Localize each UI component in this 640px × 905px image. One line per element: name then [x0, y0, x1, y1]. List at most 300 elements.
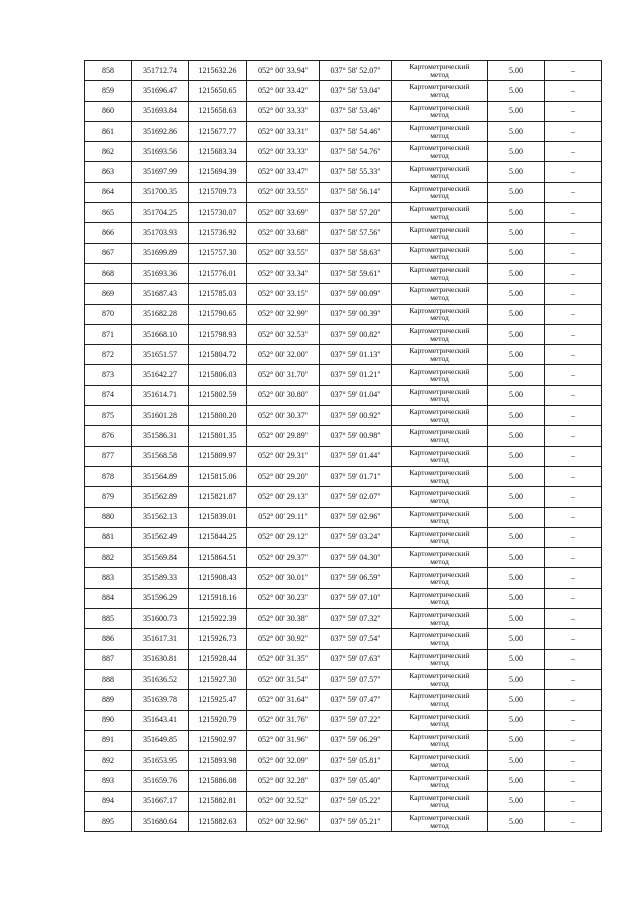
note-cell: –	[545, 263, 602, 283]
note-cell: –	[545, 284, 602, 304]
method-cell	[392, 182, 488, 202]
point-number-cell: 891	[85, 730, 132, 750]
latitude-cell: 052° 00' 29.89"	[247, 426, 320, 446]
method-cell	[392, 324, 488, 344]
longitude-cell: 037° 59' 04.30"	[320, 548, 392, 568]
method-line-1: Картометрический	[409, 671, 470, 681]
latitude-cell: 052° 00' 32.99"	[247, 304, 320, 324]
point-number-cell: 865	[85, 203, 132, 223]
accuracy-cell: 5.00	[488, 385, 545, 405]
accuracy-cell: 5.00	[488, 710, 545, 730]
accuracy-cell: 5.00	[488, 203, 545, 223]
method-line-1: Картометрический	[409, 711, 470, 721]
method-line-2: метод	[430, 272, 449, 282]
y-coordinate-cell: 1215709.73	[189, 182, 247, 202]
x-coordinate-cell: 351653.95	[132, 751, 189, 771]
x-coordinate-cell: 351614.71	[132, 385, 189, 405]
method-line-1: Картометрический	[409, 163, 470, 173]
table-row	[85, 324, 602, 344]
method-line-1: Картометрический	[409, 630, 470, 640]
table-row	[85, 751, 602, 771]
table-row	[85, 771, 602, 791]
note-cell: –	[545, 710, 602, 730]
method-cell	[392, 61, 488, 81]
method-line-2: метод	[430, 252, 449, 262]
y-coordinate-cell: 1215925.47	[189, 690, 247, 710]
accuracy-cell: 5.00	[488, 101, 545, 121]
x-coordinate-cell: 351693.56	[132, 142, 189, 162]
method-cell	[392, 101, 488, 121]
longitude-cell: 037° 59' 06.59"	[320, 568, 392, 588]
method-cell	[392, 588, 488, 608]
longitude-cell: 037° 59' 00.98"	[320, 426, 392, 446]
method-line-1: Картометрический	[409, 183, 470, 193]
y-coordinate-cell: 1215683.34	[189, 142, 247, 162]
table-row	[85, 142, 602, 162]
latitude-cell: 052° 00' 32.09"	[247, 751, 320, 771]
note-cell: –	[545, 730, 602, 750]
table-row	[85, 365, 602, 385]
x-coordinate-cell: 351562.13	[132, 507, 189, 527]
x-coordinate-cell: 351568.58	[132, 446, 189, 466]
method-line-1: Картометрический	[409, 650, 470, 660]
latitude-cell: 052° 00' 32.96"	[247, 811, 320, 831]
point-number-cell: 871	[85, 324, 132, 344]
x-coordinate-cell: 351617.31	[132, 629, 189, 649]
note-cell: –	[545, 669, 602, 689]
note-cell: –	[545, 304, 602, 324]
method-cell	[392, 771, 488, 791]
note-cell: –	[545, 487, 602, 507]
latitude-cell: 052° 00' 32.52"	[247, 791, 320, 811]
note-cell: –	[545, 568, 602, 588]
note-cell: –	[545, 751, 602, 771]
note-cell: –	[545, 609, 602, 629]
table-row	[85, 811, 602, 831]
x-coordinate-cell: 351704.25	[132, 203, 189, 223]
longitude-cell: 037° 58' 54.46"	[320, 121, 392, 141]
x-coordinate-cell: 351687.43	[132, 284, 189, 304]
table-row	[85, 649, 602, 669]
latitude-cell: 052° 00' 33.94"	[247, 61, 320, 81]
y-coordinate-cell: 1215632.26	[189, 61, 247, 81]
method-cell	[392, 507, 488, 527]
point-number-cell: 888	[85, 669, 132, 689]
method-cell	[392, 142, 488, 162]
method-line-2: метод	[430, 374, 449, 384]
x-coordinate-cell: 351700.35	[132, 182, 189, 202]
method-line-1: Картометрический	[409, 752, 470, 762]
point-number-cell: 866	[85, 223, 132, 243]
longitude-cell: 037° 59' 05.40"	[320, 771, 392, 791]
accuracy-cell: 5.00	[488, 304, 545, 324]
method-line-2: метод	[430, 759, 449, 769]
note-cell: –	[545, 527, 602, 547]
x-coordinate-cell: 351693.84	[132, 101, 189, 121]
x-coordinate-cell: 351586.31	[132, 426, 189, 446]
accuracy-cell: 5.00	[488, 142, 545, 162]
accuracy-cell: 5.00	[488, 669, 545, 689]
latitude-cell: 052° 00' 33.33"	[247, 101, 320, 121]
method-line-2: метод	[430, 475, 449, 485]
latitude-cell: 052° 00' 32.28"	[247, 771, 320, 791]
y-coordinate-cell: 1215839.01	[189, 507, 247, 527]
y-coordinate-cell: 1215790.65	[189, 304, 247, 324]
method-line-1: Картометрический	[409, 447, 470, 457]
x-coordinate-cell: 351682.28	[132, 304, 189, 324]
note-cell: –	[545, 446, 602, 466]
longitude-cell: 037° 59' 00.39"	[320, 304, 392, 324]
note-cell: –	[545, 142, 602, 162]
coordinates-table	[84, 60, 602, 832]
table-row	[85, 710, 602, 730]
method-line-2: метод	[430, 698, 449, 708]
x-coordinate-cell: 351601.28	[132, 406, 189, 426]
method-cell	[392, 345, 488, 365]
method-cell	[392, 406, 488, 426]
point-number-cell: 875	[85, 406, 132, 426]
longitude-cell: 037° 59' 00.92"	[320, 406, 392, 426]
note-cell: –	[545, 243, 602, 263]
longitude-cell: 037° 59' 07.22"	[320, 710, 392, 730]
method-line-1: Картометрический	[409, 366, 470, 376]
y-coordinate-cell: 1215882.63	[189, 811, 247, 831]
y-coordinate-cell: 1215785.03	[189, 284, 247, 304]
method-line-1: Картометрический	[409, 549, 470, 559]
x-coordinate-cell: 351642.27	[132, 365, 189, 385]
longitude-cell: 037° 59' 01.13"	[320, 345, 392, 365]
note-cell: –	[545, 548, 602, 568]
longitude-cell: 037° 59' 07.54"	[320, 629, 392, 649]
method-line-1: Картометрический	[409, 305, 470, 315]
accuracy-cell: 5.00	[488, 649, 545, 669]
table-row	[85, 81, 602, 101]
y-coordinate-cell: 1215928.44	[189, 649, 247, 669]
method-cell	[392, 751, 488, 771]
x-coordinate-cell: 351703.93	[132, 223, 189, 243]
longitude-cell: 037° 58' 57.20"	[320, 203, 392, 223]
accuracy-cell: 5.00	[488, 791, 545, 811]
note-cell: –	[545, 121, 602, 141]
longitude-cell: 037° 58' 57.56"	[320, 223, 392, 243]
longitude-cell: 037° 59' 01.71"	[320, 466, 392, 486]
method-line-1: Картометрический	[409, 204, 470, 214]
method-line-2: метод	[430, 333, 449, 343]
y-coordinate-cell: 1215918.16	[189, 588, 247, 608]
x-coordinate-cell: 351600.73	[132, 609, 189, 629]
note-cell: –	[545, 365, 602, 385]
point-number-cell: 879	[85, 487, 132, 507]
x-coordinate-cell: 351562.49	[132, 527, 189, 547]
table-row	[85, 243, 602, 263]
note-cell: –	[545, 406, 602, 426]
table-row	[85, 507, 602, 527]
x-coordinate-cell: 351680.64	[132, 811, 189, 831]
method-cell	[392, 263, 488, 283]
method-cell	[392, 243, 488, 263]
longitude-cell: 037° 59' 07.47"	[320, 690, 392, 710]
table-row	[85, 548, 602, 568]
note-cell: –	[545, 61, 602, 81]
method-line-1: Картометрический	[409, 386, 470, 396]
longitude-cell: 037° 59' 07.32"	[320, 609, 392, 629]
method-line-1: Картометрический	[409, 102, 470, 112]
y-coordinate-cell: 1215821.87	[189, 487, 247, 507]
longitude-cell: 037° 59' 02.07"	[320, 487, 392, 507]
table-row	[85, 426, 602, 446]
latitude-cell: 052° 00' 31.64"	[247, 690, 320, 710]
latitude-cell: 052° 00' 33.69"	[247, 203, 320, 223]
longitude-cell: 037° 58' 55.33"	[320, 162, 392, 182]
accuracy-cell: 5.00	[488, 751, 545, 771]
accuracy-cell: 5.00	[488, 365, 545, 385]
method-cell	[392, 304, 488, 324]
y-coordinate-cell: 1215815.06	[189, 466, 247, 486]
point-number-cell: 893	[85, 771, 132, 791]
note-cell: –	[545, 771, 602, 791]
method-line-2: метод	[430, 414, 449, 424]
method-line-1: Картометрический	[409, 813, 470, 823]
y-coordinate-cell: 1215893.98	[189, 751, 247, 771]
x-coordinate-cell: 351692.86	[132, 121, 189, 141]
point-number-cell: 858	[85, 61, 132, 81]
accuracy-cell: 5.00	[488, 730, 545, 750]
y-coordinate-cell: 1215922.39	[189, 609, 247, 629]
y-coordinate-cell: 1215864.51	[189, 548, 247, 568]
method-cell	[392, 426, 488, 446]
table-row	[85, 690, 602, 710]
latitude-cell: 052° 00' 29.31"	[247, 446, 320, 466]
x-coordinate-cell: 351589.33	[132, 568, 189, 588]
x-coordinate-cell: 351699.89	[132, 243, 189, 263]
latitude-cell: 052° 00' 33.15"	[247, 284, 320, 304]
latitude-cell: 052° 00' 30.80"	[247, 385, 320, 405]
accuracy-cell: 5.00	[488, 223, 545, 243]
method-line-2: метод	[430, 130, 449, 140]
method-line-1: Картометрический	[409, 407, 470, 417]
method-line-2: метод	[430, 536, 449, 546]
method-line-1: Картометрический	[409, 427, 470, 437]
latitude-cell: 052° 00' 31.35"	[247, 649, 320, 669]
y-coordinate-cell: 1215902.97	[189, 730, 247, 750]
x-coordinate-cell: 351712.74	[132, 61, 189, 81]
y-coordinate-cell: 1215927.30	[189, 669, 247, 689]
y-coordinate-cell: 1215650.65	[189, 81, 247, 101]
point-number-cell: 886	[85, 629, 132, 649]
point-number-cell: 862	[85, 142, 132, 162]
method-line-1: Картометрический	[409, 589, 470, 599]
latitude-cell: 052° 00' 31.54"	[247, 669, 320, 689]
table-row	[85, 629, 602, 649]
method-cell	[392, 121, 488, 141]
longitude-cell: 037° 59' 02.96"	[320, 507, 392, 527]
y-coordinate-cell: 1215800.20	[189, 406, 247, 426]
y-coordinate-cell: 1215677.77	[189, 121, 247, 141]
x-coordinate-cell: 351696.47	[132, 81, 189, 101]
longitude-cell: 037° 58' 54.76"	[320, 142, 392, 162]
method-line-2: метод	[430, 658, 449, 668]
method-line-1: Картометрический	[409, 569, 470, 579]
method-line-2: метод	[430, 739, 449, 749]
point-number-cell: 881	[85, 527, 132, 547]
latitude-cell: 052° 00' 33.34"	[247, 263, 320, 283]
table-body	[85, 61, 602, 832]
method-cell	[392, 730, 488, 750]
y-coordinate-cell: 1215798.93	[189, 324, 247, 344]
note-cell: –	[545, 324, 602, 344]
latitude-cell: 052° 00' 33.55"	[247, 243, 320, 263]
table-row	[85, 61, 602, 81]
latitude-cell: 052° 00' 33.55"	[247, 182, 320, 202]
latitude-cell: 052° 00' 30.01"	[247, 568, 320, 588]
latitude-cell: 052° 00' 32.53"	[247, 324, 320, 344]
table-row	[85, 609, 602, 629]
method-line-1: Картометрический	[409, 731, 470, 741]
table-row	[85, 345, 602, 365]
method-line-2: метод	[430, 556, 449, 566]
method-cell	[392, 365, 488, 385]
method-line-2: метод	[430, 820, 449, 830]
longitude-cell: 037° 58' 59.61"	[320, 263, 392, 283]
method-line-1: Картометрический	[409, 143, 470, 153]
point-number-cell: 889	[85, 690, 132, 710]
point-number-cell: 882	[85, 548, 132, 568]
method-line-2: метод	[430, 577, 449, 587]
method-cell	[392, 548, 488, 568]
point-number-cell: 880	[85, 507, 132, 527]
latitude-cell: 052° 00' 29.13"	[247, 487, 320, 507]
method-line-2: метод	[430, 394, 449, 404]
point-number-cell: 860	[85, 101, 132, 121]
note-cell: –	[545, 162, 602, 182]
table-row	[85, 527, 602, 547]
table-row	[85, 669, 602, 689]
latitude-cell: 052° 00' 33.31"	[247, 121, 320, 141]
y-coordinate-cell: 1215694.39	[189, 162, 247, 182]
latitude-cell: 052° 00' 29.11"	[247, 507, 320, 527]
method-cell	[392, 568, 488, 588]
point-number-cell: 874	[85, 385, 132, 405]
accuracy-cell: 5.00	[488, 243, 545, 263]
method-line-2: метод	[430, 353, 449, 363]
longitude-cell: 037° 59' 06.29"	[320, 730, 392, 750]
method-cell	[392, 527, 488, 547]
method-line-1: Картометрический	[409, 772, 470, 782]
method-line-2: метод	[430, 455, 449, 465]
y-coordinate-cell: 1215920.79	[189, 710, 247, 730]
longitude-cell: 037° 58' 53.46"	[320, 101, 392, 121]
method-line-2: метод	[430, 89, 449, 99]
longitude-cell: 037° 59' 07.63"	[320, 649, 392, 669]
method-line-2: метод	[430, 150, 449, 160]
accuracy-cell: 5.00	[488, 548, 545, 568]
method-cell	[392, 669, 488, 689]
method-cell	[392, 629, 488, 649]
method-cell	[392, 385, 488, 405]
method-line-1: Картометрический	[409, 528, 470, 538]
y-coordinate-cell: 1215926.73	[189, 629, 247, 649]
point-number-cell: 868	[85, 263, 132, 283]
y-coordinate-cell: 1215736.92	[189, 223, 247, 243]
point-number-cell: 885	[85, 609, 132, 629]
longitude-cell: 037° 59' 01.44"	[320, 446, 392, 466]
note-cell: –	[545, 466, 602, 486]
method-line-1: Картометрический	[409, 82, 470, 92]
method-line-1: Картометрический	[409, 265, 470, 275]
x-coordinate-cell: 351667.17	[132, 791, 189, 811]
point-number-cell: 876	[85, 426, 132, 446]
method-line-2: метод	[430, 800, 449, 810]
note-cell: –	[545, 588, 602, 608]
latitude-cell: 052° 00' 29.12"	[247, 527, 320, 547]
method-line-1: Картометрический	[409, 508, 470, 518]
point-number-cell: 892	[85, 751, 132, 771]
longitude-cell: 037° 59' 05.22"	[320, 791, 392, 811]
table-row	[85, 446, 602, 466]
method-cell	[392, 203, 488, 223]
method-cell	[392, 649, 488, 669]
method-line-2: метод	[430, 678, 449, 688]
method-line-1: Картометрический	[409, 468, 470, 478]
method-cell	[392, 609, 488, 629]
accuracy-cell: 5.00	[488, 162, 545, 182]
longitude-cell: 037° 59' 07.57"	[320, 669, 392, 689]
method-line-2: метод	[430, 780, 449, 790]
y-coordinate-cell: 1215801.35	[189, 426, 247, 446]
longitude-cell: 037° 58' 58.63"	[320, 243, 392, 263]
latitude-cell: 052° 00' 30.23"	[247, 588, 320, 608]
point-number-cell: 884	[85, 588, 132, 608]
table-row	[85, 162, 602, 182]
method-cell	[392, 162, 488, 182]
y-coordinate-cell: 1215658.63	[189, 101, 247, 121]
method-cell	[392, 466, 488, 486]
method-line-1: Картометрический	[409, 285, 470, 295]
method-line-1: Картометрический	[409, 244, 470, 254]
method-line-2: метод	[430, 434, 449, 444]
longitude-cell: 037° 59' 01.04"	[320, 385, 392, 405]
x-coordinate-cell: 351596.29	[132, 588, 189, 608]
point-number-cell: 861	[85, 121, 132, 141]
point-number-cell: 883	[85, 568, 132, 588]
method-cell	[392, 791, 488, 811]
longitude-cell: 037° 59' 00.09"	[320, 284, 392, 304]
x-coordinate-cell: 351693.36	[132, 263, 189, 283]
method-line-2: метод	[430, 69, 449, 79]
accuracy-cell: 5.00	[488, 629, 545, 649]
method-line-1: Картометрический	[409, 346, 470, 356]
x-coordinate-cell: 351649.85	[132, 730, 189, 750]
accuracy-cell: 5.00	[488, 507, 545, 527]
method-line-2: метод	[430, 516, 449, 526]
accuracy-cell: 5.00	[488, 690, 545, 710]
accuracy-cell: 5.00	[488, 182, 545, 202]
accuracy-cell: 5.00	[488, 466, 545, 486]
latitude-cell: 052° 00' 31.70"	[247, 365, 320, 385]
method-line-2: метод	[430, 110, 449, 120]
y-coordinate-cell: 1215776.01	[189, 263, 247, 283]
x-coordinate-cell: 351636.52	[132, 669, 189, 689]
table-row	[85, 304, 602, 324]
latitude-cell: 052° 00' 33.47"	[247, 162, 320, 182]
accuracy-cell: 5.00	[488, 263, 545, 283]
method-line-2: метод	[430, 597, 449, 607]
method-line-1: Картометрический	[409, 123, 470, 133]
latitude-cell: 052° 00' 32.00"	[247, 345, 320, 365]
x-coordinate-cell: 351639.78	[132, 690, 189, 710]
method-line-2: метод	[430, 171, 449, 181]
latitude-cell: 052° 00' 31.76"	[247, 710, 320, 730]
